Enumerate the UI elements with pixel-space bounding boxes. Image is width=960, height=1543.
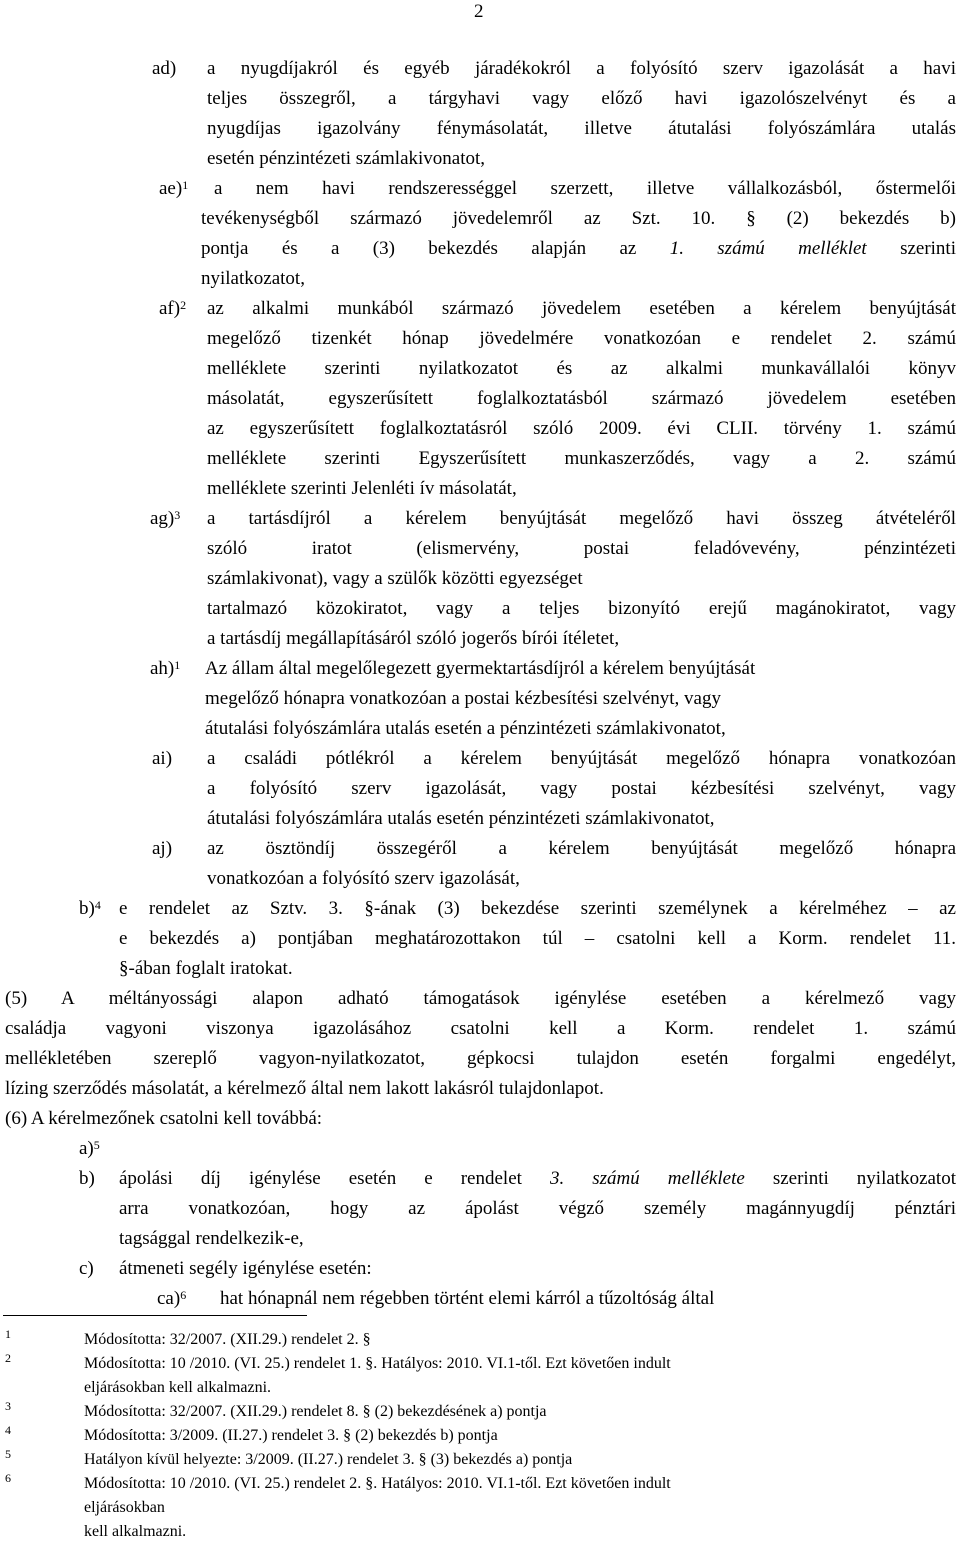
para6-a-label: a)$^5$ — [79, 1138, 100, 1159]
item-ah-line: átutalási folyószámlára utalás esetén a pénzintézeti számlakivonatot, — [205, 718, 726, 739]
footnote-ref: 3 — [174, 508, 181, 522]
footnote-ref: 5 — [93, 1138, 100, 1152]
para6-ca-label: ca)$^6$ — [157, 1288, 187, 1309]
item-ag-line: tartalmazó közokiratot, vagy a teljes bizonyító erejű magánokiratot, vagy — [207, 598, 956, 619]
item-ai-line: a folyósító szerv igazolását, vagy postai kézbesítési szelvényt, vagy — [207, 778, 956, 799]
item-ad-label: ad) — [152, 58, 177, 79]
footnote-number: 6 — [5, 1471, 11, 1485]
item-ah-label: ah)$^1$ — [150, 658, 181, 679]
item-aj-line: az ösztöndíj összegéről a kérelem benyújtását megelőző hónapra — [207, 838, 956, 859]
item-ag-line: számlakivonat), vagy a szülők közötti egyezséget — [207, 568, 583, 589]
item-ai-line: a családi pótlékról a kérelem benyújtását megelőző hónapra vonatkozóan — [207, 748, 956, 769]
item-b-line: e bekezdés a) pontjában meghatározottakon túl – csatolni kell a Korm. rendelet 11. — [119, 928, 956, 949]
item-aj-line: vonatkozóan a folyósító szerv igazolását, — [207, 868, 520, 889]
item-ae-line: a nem havi rendszerességgel szerzett, illetve vállalkozásból, őstermelői — [214, 178, 956, 199]
item-b-line: §-ában foglalt iratokat. — [119, 958, 293, 979]
item-ag-label: ag)$^3$ — [150, 508, 181, 529]
item-ad-line: teljes összegről, a tárgyhavi vagy előző havi igazolószelvényt és a — [207, 88, 956, 109]
footnote-text: Módosította: 3/2009. (II.27.) rendelet 3. § (2) bekezdés b) pontja — [84, 1427, 498, 1444]
item-ae-line: nyilatkozatot, — [201, 268, 305, 289]
item-af-line: melléklete szerinti nyilatkozatot és az alkalmi munkavállalói könyv — [207, 358, 956, 379]
para6-b-label: b) — [79, 1168, 95, 1189]
item-aj-label: aj) — [152, 838, 173, 859]
item-ai-label: ai) — [152, 748, 173, 769]
para6-b-line: ápolási díj igénylése esetén e rendelet 3. számú melléklete szerinti nyilatkozatot — [119, 1168, 956, 1189]
para6-c-label: c) — [79, 1258, 94, 1279]
para5-line: családja vagyoni viszonya igazolásához csatolni kell a Korm. rendelet 1. számú — [5, 1018, 956, 1039]
footnote-number: 5 — [5, 1447, 11, 1461]
para6-b-line: tagsággal rendelkezik-e, — [119, 1228, 304, 1249]
item-af-line: melléklete szerinti Jelenléti ív másolatát, — [207, 478, 517, 499]
footnote-ref: 4 — [94, 898, 101, 912]
footnote-text: Módosította: 32/2007. (XII.29.) rendelet 8. § (2) bekezdésének a) pontja — [84, 1403, 547, 1420]
footnote-text: eljárásokban kell alkalmazni. — [84, 1379, 272, 1396]
footnote-ref: 1 — [174, 658, 181, 672]
item-ah-line: Az állam által megelőlegezett gyermektartásdíjról a kérelem benyújtását — [205, 658, 756, 679]
footnote-number: 2 — [5, 1351, 11, 1365]
para6-b-line: arra vonatkozóan, hogy az ápolást végző személy magánnyugdíj pénztári — [119, 1198, 956, 1219]
item-b-line: e rendelet az Sztv. 3. §-ának (3) bekezdése szerinti személynek a kérelméhez – az — [119, 898, 956, 919]
footnote-separator — [3, 1315, 307, 1316]
item-ad-line: nyugdíjas igazolvány fénymásolatát, illetve átutalási folyószámlára utalás — [207, 118, 956, 139]
item-ae-line: tevékenységből származó jövedelemről az Szt. 10. § (2) bekezdés b) — [201, 208, 956, 229]
item-ad-line: a nyugdíjakról és egyéb járadékokról a folyósító szerv igazolását a havi — [207, 58, 956, 79]
footnote-text: eljárásokban — [84, 1499, 165, 1516]
para6-intro: (6) A kérelmezőnek csatolni kell továbbá: — [5, 1108, 323, 1129]
item-b-label: b)$^4$ — [79, 898, 101, 919]
para5-line: mellékletében szereplő vagyon-nyilatkozatot, gépkocsi tulajdon esetén forgalmi engedélyt, — [5, 1048, 956, 1069]
para6-ca-line: hat hónapnál nem régebben történt elemi kárról a tűzoltóság által — [220, 1288, 715, 1309]
item-ag-line: a tartásdíj megállapításáról szóló jogerős bírói ítéletet, — [207, 628, 620, 649]
para5-line: lízing szerződés másolatát, a kérelmező által nem lakott lakásról tulajdonlapot. — [5, 1078, 604, 1099]
footnote-number: 1 — [5, 1327, 11, 1341]
footnote-ref: 1 — [182, 178, 189, 192]
item-ad-line: esetén pénzintézeti számlakivonatot, — [207, 148, 486, 169]
item-ag-line: szóló iratot (elismervény, postai feladóvevény, pénzintézeti — [207, 538, 956, 559]
footnote-text: Módosította: 10 /2010. (VI. 25.) rendelet 2. §. Hatályos: 2010. VI.1-től. Ezt követően indult — [84, 1475, 671, 1492]
footnote-ref: 2 — [180, 298, 187, 312]
item-ae-line: pontja és a (3) bekezdés alapján az 1. számú melléklet szerinti — [201, 238, 956, 259]
item-af-line: megelőző tizenkét hónap jövedelmére vonatkozóan e rendelet 2. számú — [207, 328, 956, 349]
item-af-label: af)$^2$ — [159, 298, 187, 319]
item-af-line: melléklete szerinti Egyszerűsített munkaszerződés, vagy a 2. számú — [207, 448, 956, 469]
footnote-number: 3 — [5, 1399, 11, 1413]
footnote-text: Módosította: 10 /2010. (VI. 25.) rendelet 1. §. Hatályos: 2010. VI.1-től. Ezt követően indult — [84, 1355, 671, 1372]
item-af-line: az alkalmi munkából származó jövedelem esetében a kérelem benyújtását — [207, 298, 956, 319]
item-af-line: másolatát, egyszerűsített foglalkoztatásból származó jövedelem esetében — [207, 388, 956, 409]
para6-c-line: átmeneti segély igénylése esetén: — [119, 1258, 372, 1279]
item-ag-line: a tartásdíjról a kérelem benyújtását megelőző havi összeg átvételéről — [207, 508, 956, 529]
item-ae-label: ae)$^1$ — [159, 178, 189, 199]
footnote-number: 4 — [5, 1423, 11, 1437]
item-af-line: az egyszerűsített foglalkoztatásról szóló 2009. évi CLII. törvény 1. számú — [207, 418, 956, 439]
item-ah-line: megelőző hónapra vonatkozóan a postai kézbesítési szelvényt, vagy — [205, 688, 721, 709]
footnote-text: Hatályon kívül helyezte: 3/2009. (II.27.) rendelet 3. § (3) bekezdés a) pontja — [84, 1451, 573, 1468]
page-number: 2 — [474, 1, 484, 22]
footnote-text: Módosította: 32/2007. (XII.29.) rendelet 2. § — [84, 1331, 371, 1348]
para5-line: (5) A méltányossági alapon adható támogatások igénylése esetében a kérelmező vagy — [5, 988, 956, 1009]
footnote-ref: 6 — [180, 1288, 187, 1302]
footnote-text: kell alkalmazni. — [84, 1523, 187, 1540]
item-ai-line: átutalási folyószámlára utalás esetén pénzintézeti számlakivonatot, — [207, 808, 715, 829]
